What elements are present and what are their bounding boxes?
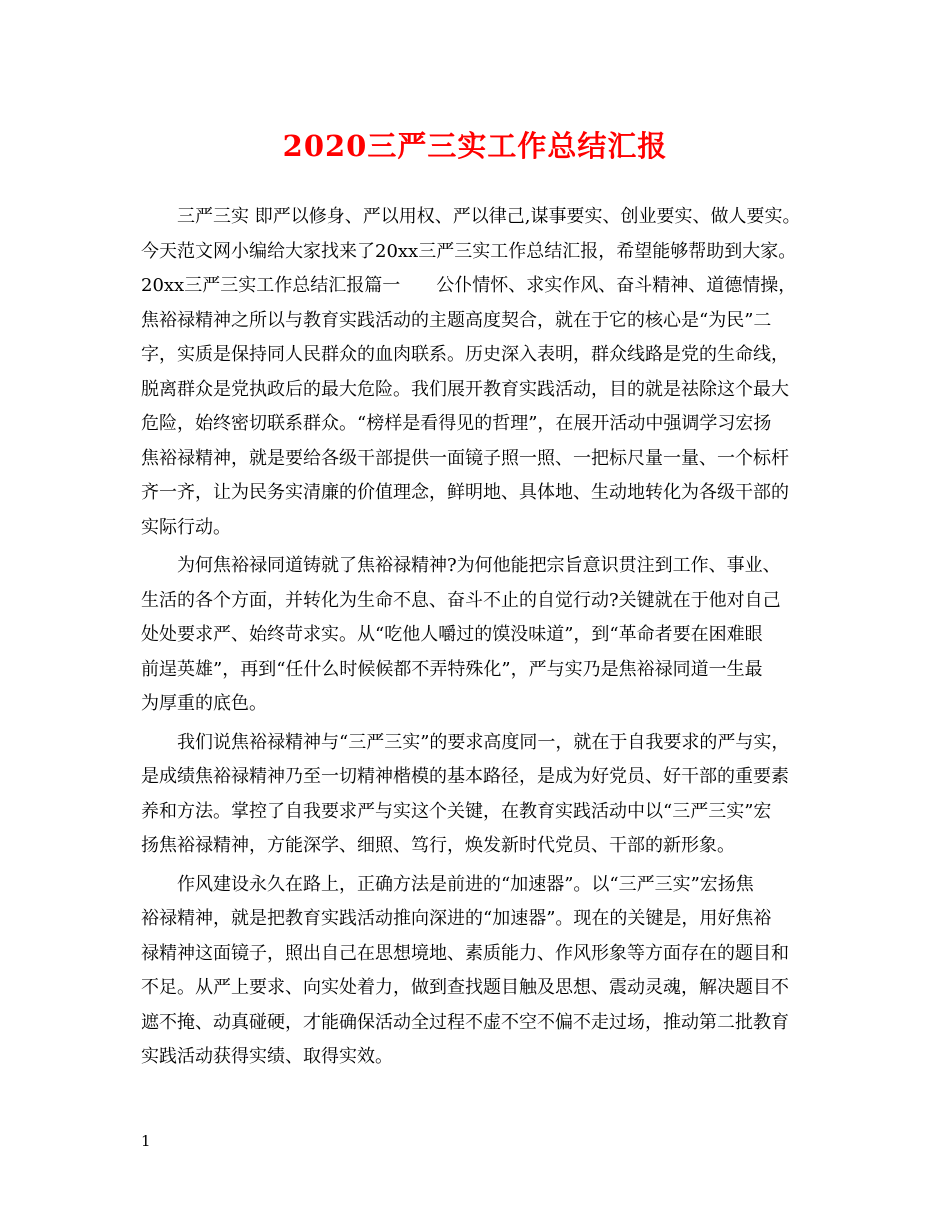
text-line: 遮不掩、动真碰硬，才能确保活动全过程不虚不空不偏不走过场，推动第二批教育 xyxy=(141,1011,789,1033)
text-line: 危险，始终密切联系群众。“榜样是看得见的哲理”，在展开活动中强调学习宏扬 xyxy=(141,413,772,434)
text-line: 生活的各个方面，并转化为生命不息、奋斗不止的自觉行动?关键就在于他对自己 xyxy=(141,589,781,611)
paragraph-2 xyxy=(141,549,813,722)
text-line: 为何焦裕禄同道铸就了焦裕禄精神?为何他能把宗旨意识贯注到工作、事业、 xyxy=(177,555,781,576)
text-line: 禄精神这面镜子，照出自己在思想境地、素质能力、作风形象等方面存在的题目和 xyxy=(141,942,789,964)
text-line: 焦裕禄精神之所以与教育实践活动的主题高度契合，就在于它的核心是“为民”二 xyxy=(141,309,772,331)
text-line: 我们说焦裕禄精神与“三严三实”的要求高度同一，就在于自我要求的严与实， xyxy=(177,731,790,753)
text-line: 实际行动。 xyxy=(141,516,231,538)
text-line: 不足。从严上要求、向实处着力，做到查找题目触及思想、震动灵魂，解决题目不 xyxy=(141,977,789,998)
paragraph-4 xyxy=(141,868,813,1075)
text-line: 三严三实 即严以修身、严以用权、严以律己,谋事要实、创业要实、做人要实。 xyxy=(177,206,801,227)
text-line: 20xx三严三实工作总结汇报篇一 公仆情怀、求实作风、奋斗精神、道德情操， xyxy=(141,275,797,296)
document-title: 2020三严三实工作总结汇报 xyxy=(282,129,668,163)
text-line: 扬焦裕禄精神，方能深学、细照、笃行，焕发新时代党员、干部的新形象。 xyxy=(141,835,735,856)
page-number: 1 xyxy=(141,1132,151,1150)
text-line: 裕禄精神，就是把教育实践活动推向深进的“加速器”。现在的关键是，用好焦裕 xyxy=(141,908,772,929)
document-body xyxy=(141,200,813,1075)
paragraph-1 xyxy=(141,200,813,545)
text-line: 字，实质是保持同人民群众的血肉联系。历史深入表明，群众线路是党的生命线， xyxy=(141,344,789,365)
text-line: 前逞英雄”，再到“任什么时候候都不弄特殊化”，严与实乃是焦裕禄同道一生最 xyxy=(141,658,763,680)
text-line: 养和方法。掌控了自我要求严与实这个关键，在教育实践活动中以“三严三实”宏 xyxy=(141,800,772,822)
text-line: 今天范文网小编给大家找来了20xx三严三实工作总结汇报，希望能够帮助到大家。 xyxy=(141,240,797,262)
text-line: 实践活动获得实绩、取得实效。 xyxy=(141,1046,393,1067)
text-line: 脱离群众是党执政后的最大危险。我们展开教育实践活动，目的就是祛除这个最大 xyxy=(141,378,789,400)
text-line: 处处要求严、始终苛求实。从“吃他人嚼过的馍没味道”，到“革命者要在困难眼 xyxy=(141,624,763,645)
text-line: 作风建设永久在路上，正确方法是前进的“加速器”。以“三严三实”宏扬焦 xyxy=(177,873,754,895)
text-line: 焦裕禄精神，就是要给各级干部提供一面镜子照一照、一把标尺量一量、一个标杆 xyxy=(141,447,789,469)
text-line: 为厚重的底色。 xyxy=(141,693,267,714)
text-line: 齐一齐，让为民务实清廉的价值理念，鲜明地、具体地、生动地转化为各级干部的 xyxy=(141,482,789,503)
text-line: 是成绩焦裕禄精神乃至一切精神楷模的基本路径，是成为好党员、好干部的重要素 xyxy=(141,766,789,787)
paragraph-3 xyxy=(141,726,813,864)
